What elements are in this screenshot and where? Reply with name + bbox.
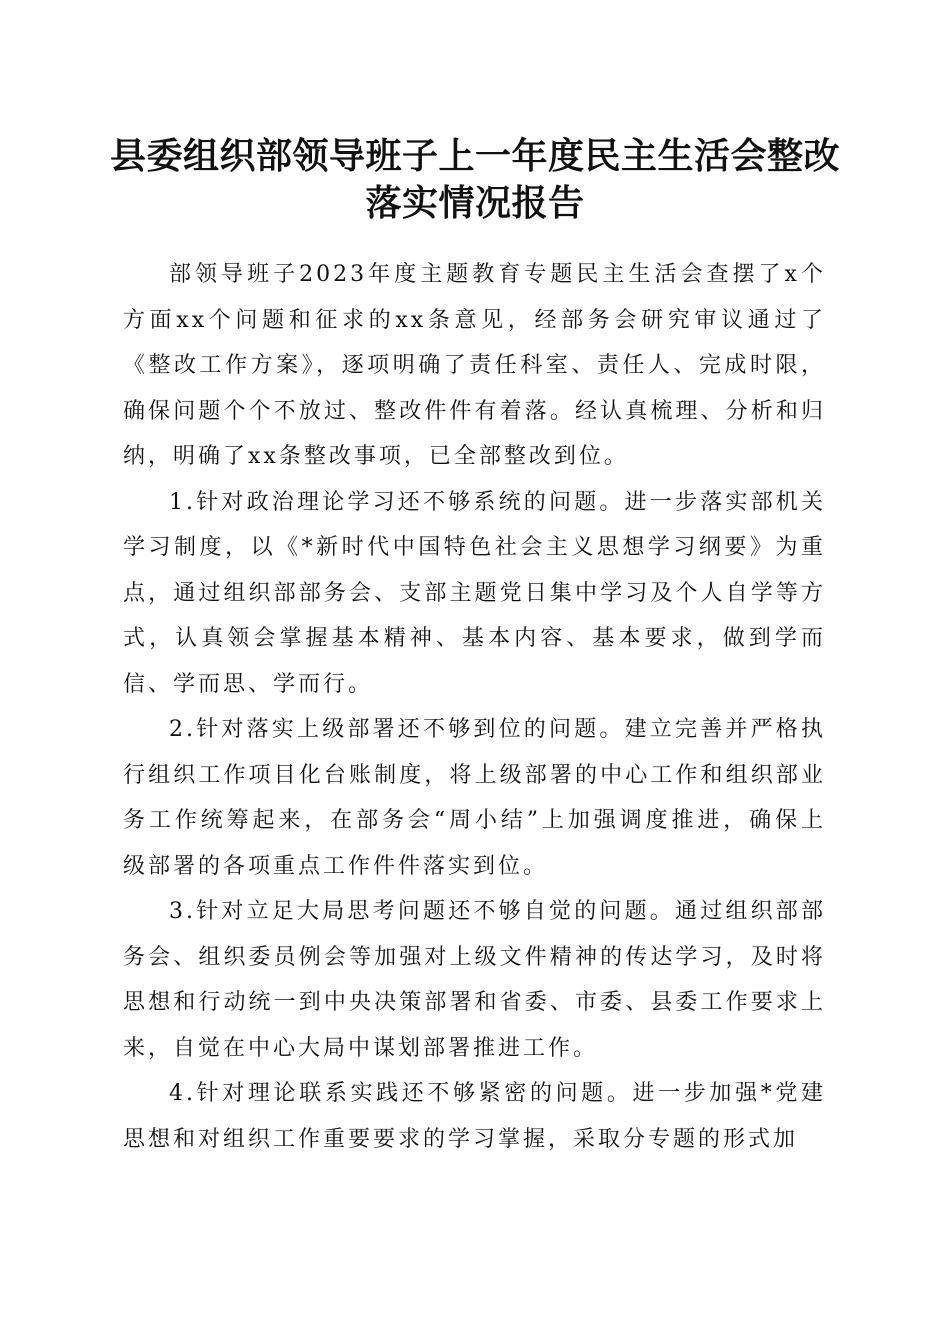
intro-paragraph: 部领导班子2023年度主题教育专题民主生活会查摆了x个方面xx个问题和征求的xx条意见，经部务会研究审议通过了《整改工作方案》，逐项明确了责任科室、责任人、完成时限，确保问题个个不放过、整改件件有着落。经认真梳理、分析和归纳，明确了xx条整改事项，已全部整改到位。 <box>123 262 826 469</box>
item-paragraph-3: 3.针对立足大局思考问题还不够自觉的问题。通过组织部部务会、组织委员例会等加强对上级文件精神的传达学习，及时将思想和行动统一到中央决策部署和省委、市委、县委工作要求上来，自觉在中心大局中谋划部署推进工作。 <box>123 899 826 1061</box>
item-paragraph-2: 2.针对落实上级部署还不够到位的问题。建立完善并严格执行组织工作项目化台账制度，将上级部署的中心工作和组织部业务工作统筹起来，在部务会“周小结”上加强调度推进，确保上级部署的各项重点工作件件落实到位。 <box>123 717 826 879</box>
item-paragraph-4: 4.针对理论联系实践还不够紧密的问题。进一步加强*党建思想和对组织工作重要要求的学习掌握，采取分专题的形式加 <box>123 1081 826 1152</box>
item-paragraph-1: 1.针对政治理论学习还不够系统的问题。进一步落实部机关学习制度，以《*新时代中国特色社会主义思想学习纲要》为重点，通过组织部部务会、支部主题党日集中学习及个人自学等方式，认真领会掌握基本精神、基本内容、基本要求，做到学而信、学而思、学而行。 <box>123 489 826 697</box>
document-body <box>123 252 826 1162</box>
document-title: 县委组织部领导班子上一年度民主生活会整改落实情况报告 <box>109 135 840 224</box>
